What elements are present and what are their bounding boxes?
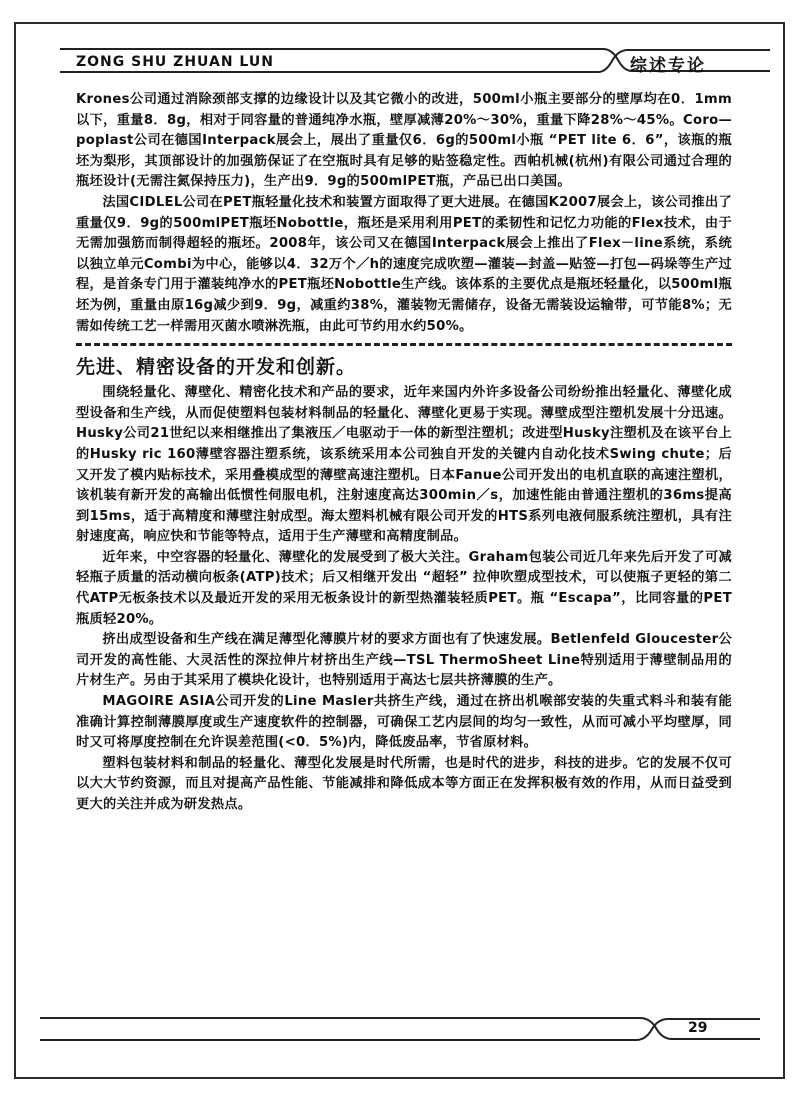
paragraph-hollow-container: 近年来，中空容器的轻量化、薄壁化的发展受到了极大关注。Graham包装公司近几年来先后开发了可减轻瓶子质量的活动横向板条(ATP)技术；后又相继开发出 “超轻” 拉伸吹塑成型技术，可以使瓶子更轻的第二代ATP无板条技术以及最近开发的采用无板条设计的新型热灌装轻质PET。瓶 “Escapa”，比同容量的PET瓶质轻20%。 [76, 549, 732, 627]
article-body [76, 90, 732, 816]
page-number: 29 [688, 1020, 708, 1036]
section-heading: 先进、精密设备的开发和创新。 [76, 356, 357, 379]
journal-section-title: ZONG SHU ZHUAN LUN [76, 54, 274, 70]
section-label: 综述专论 [630, 56, 706, 76]
paragraph-equipment: 围绕轻量化、薄壁化、精密化技术和产品的要求，近年来国内外许多设备公司纷纷推出轻量化、薄壁化成型设备和生产线，从而促使塑料包装材料制品的轻量化、薄壁化更易于实现。薄壁成型注塑机发展十分迅速。Husky公司21世纪以来相继推出了集液压／电驱动于一体的新型注塑机；改进型Husky注塑机及在该平台上的Husky ric 160薄壁容器注塑系统，该系统采用本公司独自开发的关键内自动化技术Swing chute；后又开发了模内贴标技术，采用叠模成型的薄壁高速注塑机。日本Fanue公司开发出的电机直联的高速注塑机，该机装有新开发的高输出低惯性伺服电机，注射速度高达300min／s，加速性能由普通注塑机的36ms提高到15ms，适于高精度和薄壁注射成型。海太塑料机械有限公司开发的HTS系列电液伺服系统注塑机，具有注射速度高，响应快和节能等特点，适用于生产薄壁和高精度制品。 [76, 385, 732, 545]
section-divider [76, 343, 732, 346]
footer-rule [40, 1018, 760, 1040]
paragraph-krones: Krones公司通过消除颈部支撑的边缘设计以及其它微小的改进，500ml小瓶主要部分的壁厚均在0．1mm以下，重量8．8g，相对于同容量的普通纯净水瓶，壁厚减薄20%～30%，重量下降28%～45%。Coro—poplast公司在德国Interpack展会上，展出了重量仅6．6g的500ml小瓶 “PET lite 6．6”，该瓶的瓶坯为梨形，其顶部设计的加强筋保证了在空瓶时具有足够的贴签稳定性。西帕机械(杭州)有限公司通过合理的瓶坯设计(无需注氮保持压力)，生产出9．9g的500mlPET瓶，产品已出口美国。 [76, 92, 732, 190]
paragraph-cidlel: 法国CIDLEL公司在PET瓶轻量化技术和装置方面取得了更大进展。在德国K2007展会上，该公司推出了重量仅9．9g的500mlPET瓶坯Nobottle，瓶坯是采用利用PET的柔韧性和记忆力功能的Flex技术，由于无需加强筋而制得超轻的瓶坯。2008年，该公司又在德国Interpack展会上推出了Flex－line系统，系统以独立单元Combi为中心，能够以4．32万个／h的速度完成吹塑—灌装—封盖—贴签—打包—码垛等生产过程，是首条专门用于灌装纯净水的PET瓶坯Nobottle生产线。该体系的主要优点是瓶坯轻量化，以500ml瓶坯为例，重量由原16g减少到9．9g，减重约38%，灌装物无需储存，设备无需装设运输带，可节能8%；无需如传统工艺一样需用灭菌水喷淋洗瓶，由此可节约用水约50%。 [76, 194, 732, 334]
paragraph-conclusion: 塑料包装材料和制品的轻量化、薄型化发展是时代所需，也是时代的进步，科技的进步。它的发展不仅可以大大节约资源，而且对提高产品性能、节能减排和降低成本等方面正在发挥积极有效的作用，从而日益受到更大的关注并成为研发热点。 [76, 755, 732, 812]
paragraph-magoire: MAGOIRE ASIA公司开发的Line Masler共挤生产线，通过在挤出机喉部安装的失重式料斗和装有能准确计算控制薄膜厚度或生产速度软件的控制器，可确保工艺内层间的均匀一致性，从而可减小平均壁厚，同时又可将厚度控制在允许误差范围(<0．5%)内，降低废品率，节省原材料。 [76, 694, 732, 751]
paragraph-extrusion: 挤出成型设备和生产线在满足薄型化薄膜片材的要求方面也有了快速发展。Betlenfeld Gloucester公司开发的高性能、大灵活性的深拉伸片材挤出生产线—TSL ThermoSheet Line特别适用于薄壁制品用的片材生产。另由于其采用了模块化设计，也特别适用于高达七层共挤薄膜的生产。 [76, 632, 732, 689]
